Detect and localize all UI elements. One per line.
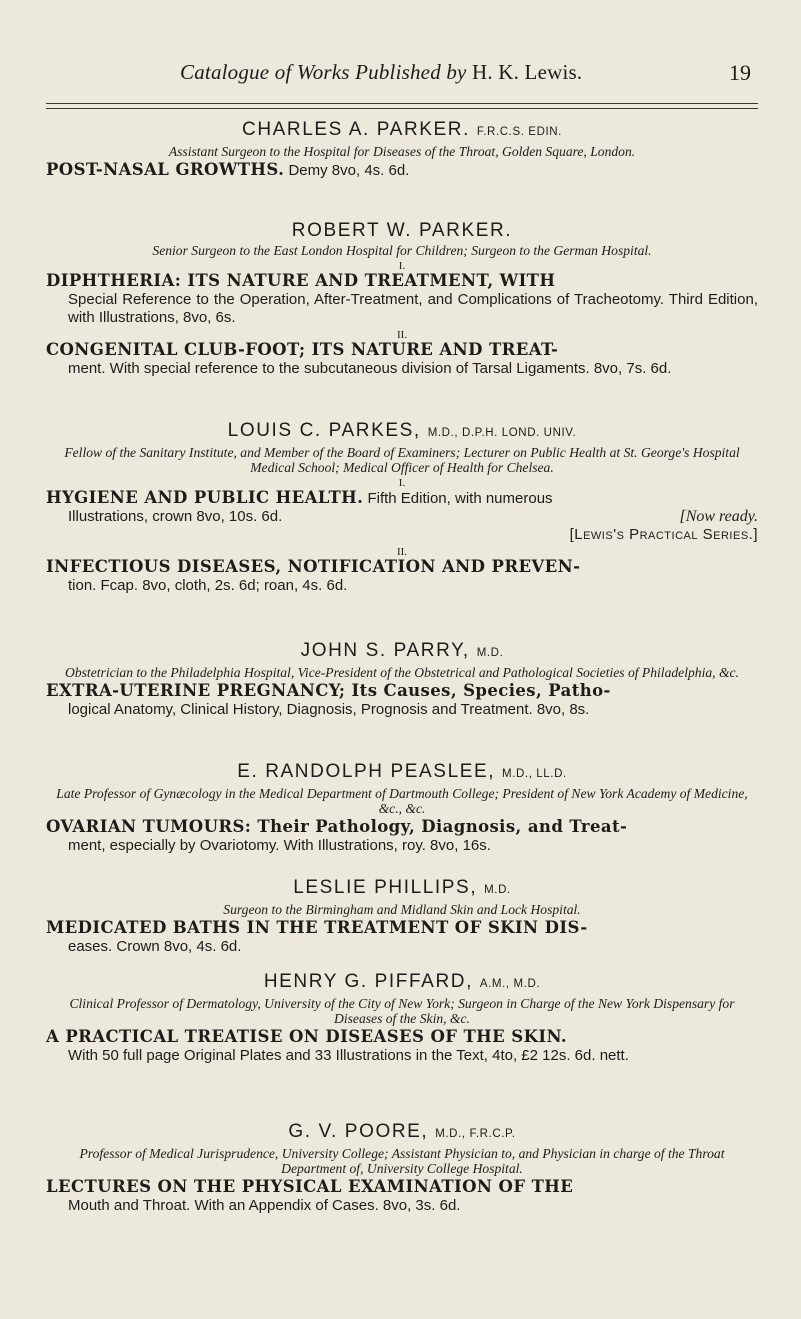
work-number: I.	[398, 477, 406, 489]
page-number: 19	[729, 60, 751, 85]
work-details: eases. Crown 8vo, 4s. 6d.	[68, 938, 242, 955]
work-title: HYGIENE AND PUBLIC HEALTH.	[46, 488, 364, 507]
work-title: MEDICATED BATHS IN THE TREATMENT OF SKIN DIS-	[46, 918, 588, 937]
author-name: CHARLES A. PARKER. F.R.C.S. EDIN.	[242, 119, 562, 140]
author-description: Obstetrician to the Philadelphia Hospital, Vice-President of the Obstetrical and Pathological Societies of Philadelphia, &c.	[65, 665, 739, 680]
work-item	[46, 1178, 758, 1215]
author-name: HENRY G. PIFFARD, A.M., M.D.	[263, 971, 541, 992]
work-details: With 50 full page Original Plates and 33 Illustrations in the Text, 4to, £2 12s. 6d. nett.	[68, 1047, 629, 1064]
entry-john-parry	[46, 640, 758, 719]
publisher-name: H. K. Lewis.	[472, 60, 583, 84]
author-name: LESLIE PHILLIPS, M.D.	[293, 877, 511, 898]
entry-henry-piffard	[46, 971, 758, 1065]
author-description: Surgeon to the Birmingham and Midland Skin and Lock Hospital.	[223, 902, 581, 917]
work-item	[46, 919, 758, 956]
work-details: ment, especially by Ovariotomy. With Illustrations, roy. 8vo, 16s.	[68, 837, 491, 854]
author-degrees: F.R.C.S. EDIN.	[476, 126, 562, 138]
work-title: OVARIAN TUMOURS: Their Pathology, Diagnosis, and Treat-	[46, 817, 628, 836]
running-head	[180, 60, 582, 85]
work-details: Mouth and Throat. With an Appendix of Cases. 8vo, 3s. 6d.	[68, 1197, 461, 1214]
work-details: ment. With special reference to the subcutaneous division of Tarsal Ligaments. 8vo, 7s. 6d.	[68, 360, 672, 377]
work-title: EXTRA-UTERINE PREGNANCY; Its Causes, Species, Patho-	[46, 681, 611, 700]
author-name: E. RANDOLPH PEASLEE, M.D., LL.D.	[237, 761, 567, 782]
running-head-title: Catalogue of Works Published by	[180, 60, 467, 84]
work-item	[46, 341, 758, 378]
author-degrees: M.D.	[476, 647, 504, 659]
work-item	[46, 272, 758, 327]
author-degrees: M.D., LL.D.	[502, 768, 567, 780]
work-title: INFECTIOUS DISEASES, NOTIFICATION AND PREVEN-	[46, 557, 581, 576]
work-item	[46, 818, 758, 855]
author-degrees: A.M., M.D.	[479, 978, 541, 990]
work-item	[46, 161, 758, 180]
work-title: CONGENITAL CLUB-FOOT; ITS NATURE AND TREAT-	[46, 340, 559, 359]
author-name: JOHN S. PARRY, M.D.	[300, 640, 504, 661]
entry-robert-parker	[46, 220, 758, 378]
author-description: Late Professor of Gynæcology in the Medical Department of Dartmouth College; President of New York Academy of Medicine, &c., &c.	[56, 786, 748, 816]
work-title: A PRACTICAL TREATISE ON DISEASES OF THE SKIN.	[46, 1027, 568, 1046]
author-name: ROBERT W. PARKER.	[291, 220, 513, 241]
work-item	[46, 682, 758, 719]
entry-charles-parker	[46, 119, 758, 180]
entry-gv-poore	[46, 1121, 758, 1215]
author-name: LOUIS C. PARKES, M.D., D.P.H. LOND. UNIV.	[227, 420, 577, 441]
work-number: II.	[396, 546, 408, 558]
author-degrees: M.D., F.R.C.P.	[435, 1128, 516, 1140]
author-degrees: M.D.	[484, 884, 511, 896]
work-title: DIPHTHERIA: ITS NATURE AND TREATMENT, WITH	[46, 271, 556, 290]
work-details: Demy 8vo, 4s. 6d.	[284, 162, 410, 179]
work-item	[46, 558, 758, 595]
entry-randolph-peaslee	[46, 761, 758, 855]
entry-leslie-phillips	[46, 877, 758, 956]
author-description: Senior Surgeon to the East London Hospital for Children; Surgeon to the German Hospital.	[152, 243, 652, 258]
author-description: Fellow of the Sanitary Institute, and Member of the Board of Examiners; Lecturer on Public Health at St. George's Hospital Medical School; Medical Officer of Health for Chelsea.	[64, 445, 740, 475]
work-details: logical Anatomy, Clinical History, Diagnosis, Prognosis and Treatment. 8vo, 8s.	[68, 701, 590, 718]
series-note: [Lewis's Practical Series.]	[569, 526, 758, 543]
author-degrees: M.D., D.P.H. LOND. UNIV.	[427, 427, 577, 439]
work-title: POST-NASAL GROWTHS.	[46, 160, 285, 179]
author-description: Assistant Surgeon to the Hospital for Diseases of the Throat, Golden Square, London.	[168, 144, 636, 159]
work-details: tion. Fcap. 8vo, cloth, 2s. 6d; roan, 4s. 6d.	[68, 577, 348, 594]
work-number: II.	[396, 329, 408, 341]
author-description: Professor of Medical Jurisprudence, University College; Assistant Physician to, and Physician in charge of the Throat Department of, University College Hospital.	[79, 1146, 725, 1176]
entry-louis-parkes	[46, 420, 758, 595]
availability-note: [Now ready.	[679, 508, 758, 525]
header-rule	[46, 103, 758, 109]
work-number: I.	[398, 260, 406, 272]
work-details-cont: Illustrations, crown 8vo, 10s. 6d.	[68, 508, 283, 525]
author-description: Clinical Professor of Dermatology, University of the City of New York; Surgeon in Charge of the New York Dispensary for Diseases of the Skin, &c.	[69, 996, 735, 1026]
author-name: G. V. POORE, M.D., F.R.C.P.	[288, 1121, 516, 1142]
work-details: Fifth Edition, with numerous	[363, 490, 553, 507]
work-details: Special Reference to the Operation, After-Treatment, and Complications of Tracheotomy. Third Edition, with Illustrations, 8vo, 6s.	[68, 291, 758, 326]
work-item	[46, 1028, 758, 1065]
work-title: LECTURES ON THE PHYSICAL EXAMINATION OF THE	[46, 1177, 574, 1196]
